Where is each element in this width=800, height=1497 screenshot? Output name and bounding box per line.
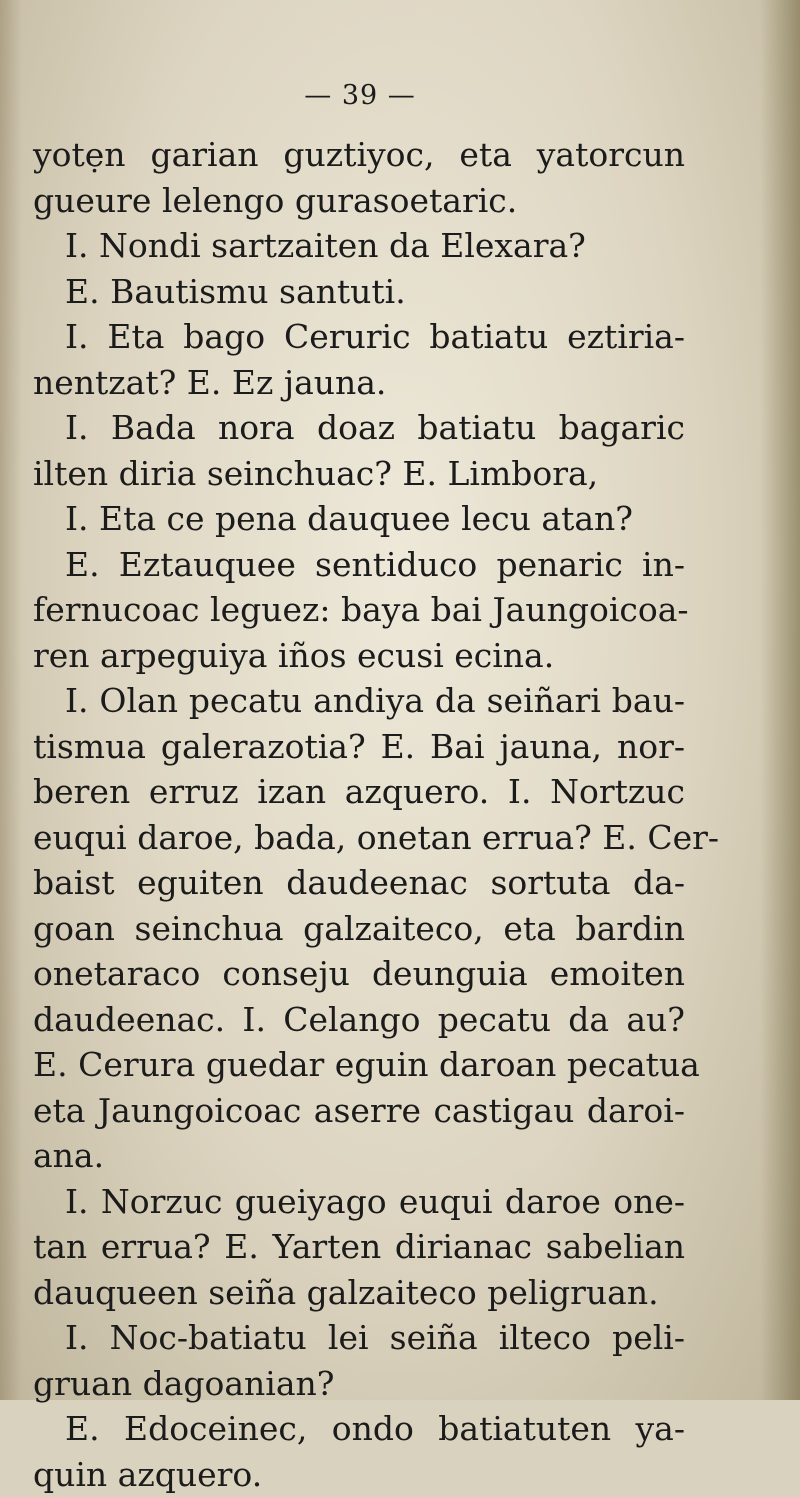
text-line: I. Eta bago Ceruric batiatu eztiria- xyxy=(33,314,685,360)
text-line: quin azquero. xyxy=(33,1452,685,1497)
text-line: I. Olan pecatu andiya da seiñari bau- xyxy=(33,678,685,724)
text-line: gueure lelengo gurasoetaric. xyxy=(33,178,685,224)
text-line: I. Eta ce pena dauquee lecu atan? xyxy=(33,496,685,542)
text-line: goan seinchua galzaiteco, eta bardin xyxy=(33,906,685,952)
text-line: tismua galerazotia? E. Bai jauna, nor- xyxy=(33,724,685,770)
text-line: ilten diria seinchuac? E. Limbora, xyxy=(33,451,685,497)
text-line: beren erruz izan azquero. I. Nortzuc xyxy=(33,769,685,815)
text-line: I. Bada nora doaz batiatu bagaric xyxy=(33,405,685,451)
text-line: E. Cerura guedar eguin daroan pecatua xyxy=(33,1042,685,1088)
text-line: nentzat? E. Ez jauna. xyxy=(33,360,685,406)
text-line: euqui daroe, bada, onetan errua? E. Cer- xyxy=(33,815,685,861)
text-line: ana. xyxy=(33,1133,685,1179)
text-line: I. Norzuc gueiyago euqui daroe one- xyxy=(33,1179,685,1225)
text-line: daudeenac. I. Celango pecatu da au? xyxy=(33,997,685,1043)
text-line: eta Jaungoicoac aserre castigau daroi- xyxy=(33,1088,685,1134)
text-line: I. Noc-batiatu lei seiña ilteco peli- xyxy=(33,1315,685,1361)
page-shadow-right xyxy=(760,0,800,1400)
page-number: — 39 — xyxy=(0,80,720,111)
text-line: baist eguiten daudeenac sortuta da- xyxy=(33,860,685,906)
text-line: I. Nondi sartzaiten da Elexara? xyxy=(33,223,685,269)
text-line: onetaraco conseju deunguia emoiten xyxy=(33,951,685,997)
text-line: gruan dagoanian? xyxy=(33,1361,685,1407)
text-line: E. Edoceinec, ondo batiatuten ya- xyxy=(33,1406,685,1452)
body-text xyxy=(33,132,685,1497)
text-line: E. Eztauquee sentiduco penaric in- xyxy=(33,542,685,588)
text-line: E. Bautismu santuti. xyxy=(33,269,685,315)
text-line: yotẹn garian guztiyoc, eta yatorcun xyxy=(33,132,685,178)
text-line: ren arpeguiya iños ecusi ecina. xyxy=(33,633,685,679)
text-line: fernucoac leguez: baya bai Jaungoicoa- xyxy=(33,587,685,633)
text-line: tan errua? E. Yarten dirianac sabelian xyxy=(33,1224,685,1270)
text-line: dauqueen seiña galzaiteco peligruan. xyxy=(33,1270,685,1316)
page-shadow-left xyxy=(0,0,22,1400)
